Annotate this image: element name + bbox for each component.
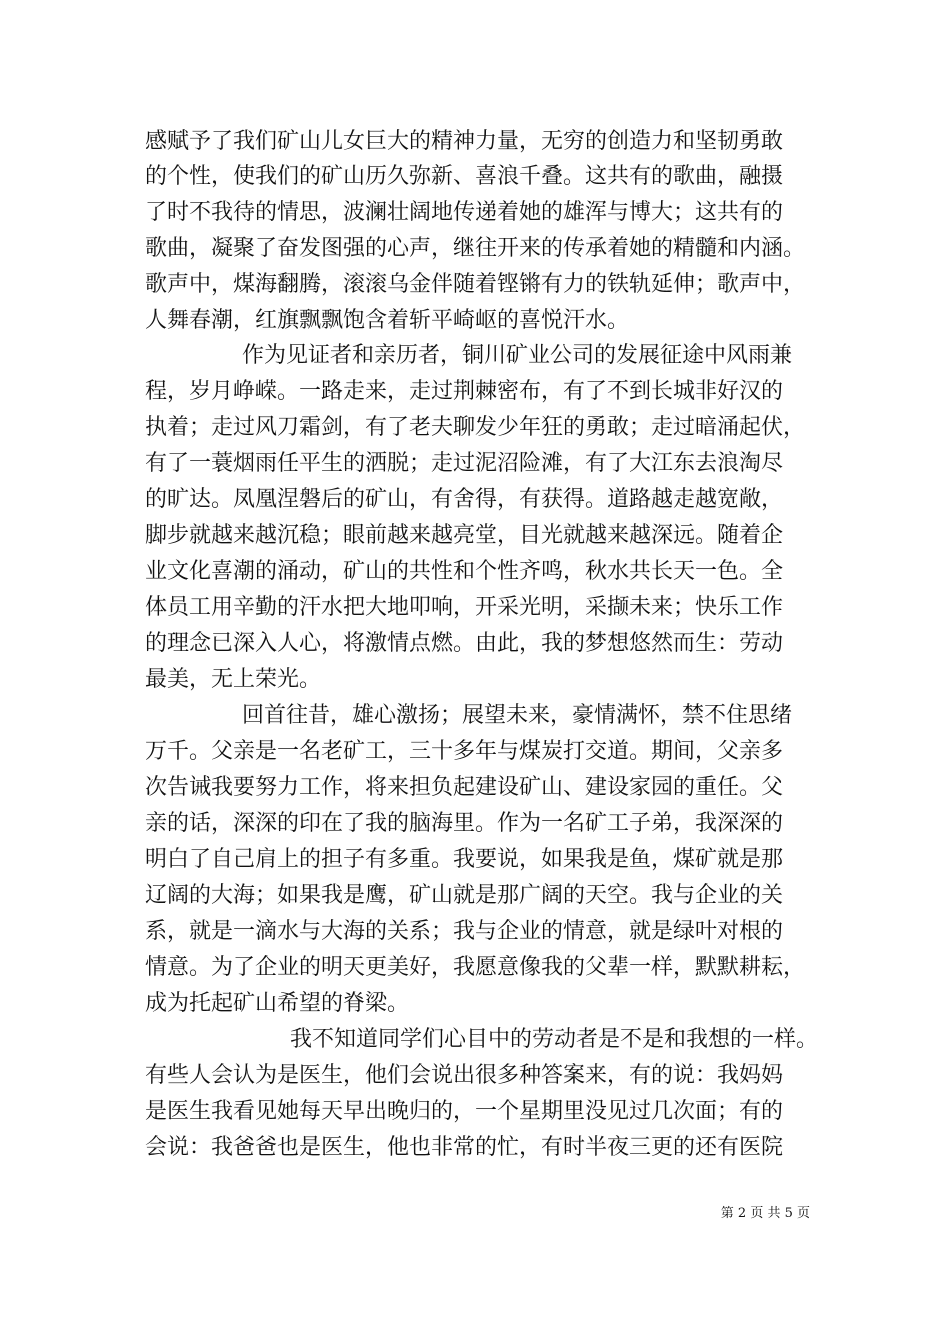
text-line: 人舞春潮，红旗飘飘饱含着斩平崎岖的喜悦汗水。 — [145, 308, 630, 333]
text-line: 体员工用辛勤的汗水把大地叩响，开采光明，采撷未来；快乐工作 — [145, 595, 784, 620]
text-line: 回首往昔，雄心激扬；展望未来，豪情满怀，禁不住思绪 — [242, 703, 793, 728]
text-line: 最美，无上荣光。 — [145, 667, 322, 692]
text-line: 了时不我待的情思，波澜壮阔地传递着她的雄浑与博大；这共有的 — [145, 200, 784, 225]
text-line: 的理念已深入人心，将激情点燃。由此，我的梦想悠然而生：劳动 — [145, 631, 784, 656]
text-line: 明白了自己肩上的担子有多重。我要说，如果我是鱼，煤矿就是那 — [145, 847, 784, 872]
text-line: 有些人会认为是医生，他们会说出很多种答案来，有的说：我妈妈 — [145, 1063, 784, 1088]
text-line: 成为托起矿山希望的脊梁。 — [145, 991, 410, 1016]
text-line: 会说：我爸爸也是医生，他也非常的忙，有时半夜三更的还有医院 — [145, 1135, 784, 1160]
page-number-footer: 第 2 页 共 5 页 — [720, 1206, 810, 1221]
text-line: 的旷达。凤凰涅磐后的矿山，有舍得，有获得。道路越走越宽敞， — [145, 487, 784, 512]
text-line: 作为见证者和亲历者，铜川矿业公司的发展征途中风雨兼 — [242, 343, 793, 368]
text-line: 有了一蓑烟雨任平生的洒脱；走过泥沼险滩，有了大江东去浪淘尽 — [145, 451, 784, 476]
text-line: 程，岁月峥嵘。一路走来，走过荆棘密布，有了不到长城非好汉的 — [145, 379, 784, 404]
text-line: 次告诫我要努力工作，将来担负起建设矿山、建设家园的重任。父 — [145, 775, 784, 800]
text-line: 歌声中，煤海翻腾，滚滚乌金伴随着铿锵有力的铁轨延伸；歌声中， — [145, 272, 806, 297]
text-line: 的个性，使我们的矿山历久弥新、喜浪千叠。这共有的歌曲，融摄 — [145, 164, 784, 189]
text-line: 我不知道同学们心目中的劳动者是不是和我想的一样。 — [290, 1027, 819, 1052]
text-line: 万千。父亲是一名老矿工，三十多年与煤炭打交道。期间，父亲多 — [145, 739, 784, 764]
text-line: 感赋予了我们矿山儿女巨大的精神力量，无穷的创造力和坚韧勇敢 — [145, 129, 784, 154]
text-line: 歌曲，凝聚了奋发图强的心声，继往开来的传承着她的精髓和内涵。 — [145, 236, 806, 261]
text-line: 业文化喜潮的涌动，矿山的共性和个性齐鸣，秋水共长天一色。全 — [145, 559, 784, 584]
text-line: 系，就是一滴水与大海的关系；我与企业的情意，就是绿叶对根的 — [145, 919, 784, 944]
text-line: 情意。为了企业的明天更美好，我愿意像我的父辈一样，默默耕耘， — [145, 955, 806, 980]
text-line: 脚步就越来越沉稳；眼前越来越亮堂，目光就越来越深远。随着企 — [145, 523, 784, 548]
text-line: 是医生我看见她每天早出晚归的，一个星期里没见过几次面；有的 — [145, 1099, 784, 1124]
text-line: 辽阔的大海；如果我是鹰，矿山就是那广阔的天空。我与企业的关 — [145, 883, 784, 908]
text-line: 执着；走过风刀霜剑，有了老夫聊发少年狂的勇敢；走过暗涌起伏， — [145, 415, 806, 440]
text-line: 亲的话，深深的印在了我的脑海里。作为一名矿工子弟，我深深的 — [145, 811, 784, 836]
